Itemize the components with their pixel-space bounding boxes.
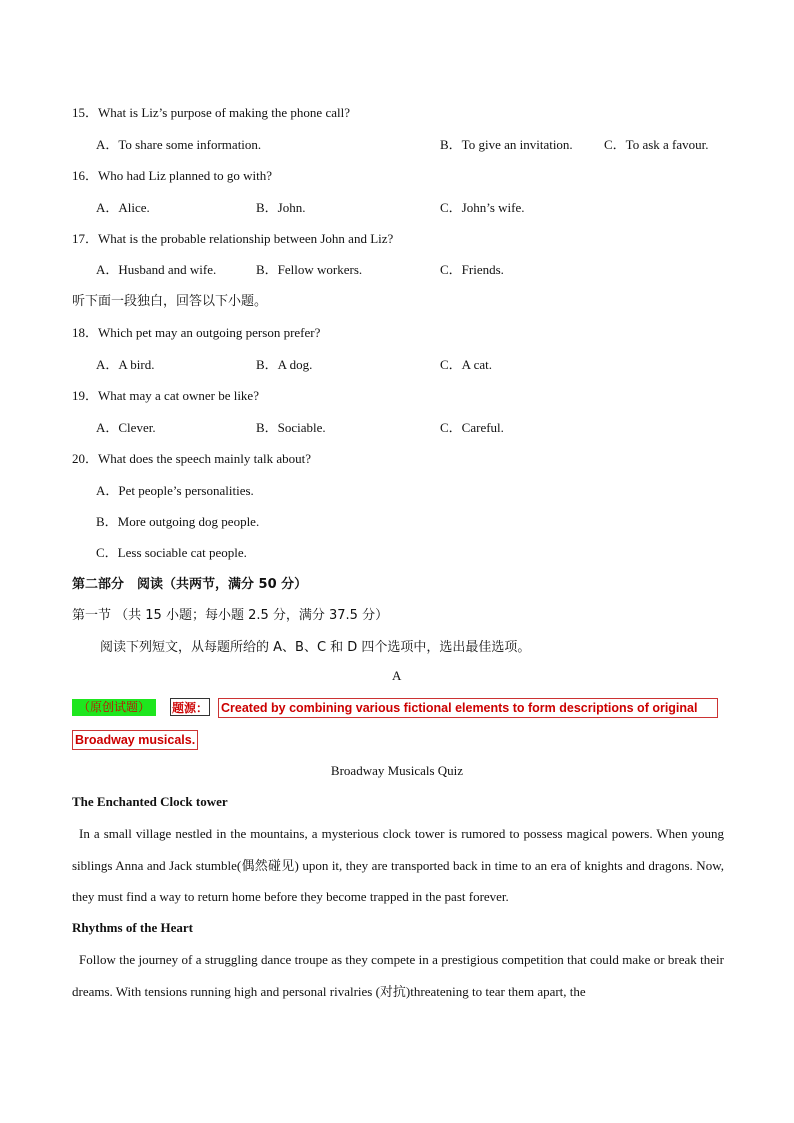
question-19: 19．What may a cat owner be like? [72, 388, 259, 403]
original-question-tag: （原创试题） [72, 699, 156, 716]
q16-option-a: A．Alice. [96, 200, 150, 215]
q18-option-c: C．A cat. [440, 357, 492, 372]
q16-option-b: B．John. [256, 200, 306, 215]
source-text-line1: Created by combining various fictional elements to form descriptions of original [218, 698, 718, 718]
q16-option-c: C．John’s wife. [440, 200, 525, 215]
q17-option-a: A．Husband and wife. [96, 262, 217, 277]
q19-option-a: A．Clever. [96, 420, 156, 435]
q17-option-b: B．Fellow workers. [256, 262, 363, 277]
q20-option-a: A．Pet people’s personalities. [96, 483, 254, 498]
question-18: 18．Which pet may an outgoing person prefer? [72, 325, 321, 340]
q20-option-b: B．More outgoing dog people. [96, 514, 260, 529]
question-15: 15．What is Liz’s purpose of making the phone call? [72, 105, 350, 120]
q19-option-b: B．Sociable. [256, 420, 326, 435]
question-16: 16．Who had Liz planned to go with? [72, 168, 273, 183]
monologue-instruction: 听下面一段独白，回答以下小题。 [72, 294, 268, 309]
musical-body-1: In a small village nestled in the mountains, a mysterious clock tower is rumored to possess magical powers. When young siblings Anna and Jack stumble(偶然碰见) upon it, they are transported back in time to an era of knights and dragons. Now, they must find a way to return home before they become trapped in the past forever. [72, 826, 724, 904]
reading-instruction: 阅读下列短文，从每题所给的 A、B、C 和 D 四个选项中，选出最佳选项。 [100, 640, 531, 655]
musical-body-2: Follow the journey of a struggling dance troupe as they compete in a prestigious competition that could make or break their dreams. With tensions running high and personal rivalries (对抗)threatening to tear them apart, the [72, 952, 724, 999]
part2-title: 第二部分 阅读（共两节，满分 50 分） [72, 577, 308, 592]
q15-option-a: A．To share some information. [96, 137, 262, 152]
source-label: 题源： [170, 698, 210, 716]
musical-title-2: Rhythms of the Heart [72, 920, 193, 935]
q20-option-c: C．Less sociable cat people. [96, 545, 247, 560]
passage-title: Broadway Musicals Quiz [330, 763, 464, 778]
source-text-line2: Broadway musicals. [72, 730, 198, 750]
q19-option-c: C．Careful. [440, 420, 504, 435]
q17-option-c: C．Friends. [440, 262, 504, 277]
section1-title: 第一节 （共 15 小题；每小题 2.5 分，满分 37.5 分） [72, 608, 389, 623]
musical-title-1: The Enchanted Clock tower [72, 794, 228, 809]
q18-option-a: A．A bird. [96, 357, 155, 372]
q18-option-b: B．A dog. [256, 357, 313, 372]
q15-option-b: B．To give an invitation. [440, 137, 573, 152]
question-17: 17．What is the probable relationship between John and Liz? [72, 231, 394, 246]
question-20: 20．What does the speech mainly talk about? [72, 451, 311, 466]
passage-letter: A [392, 668, 402, 683]
q15-option-c: C．To ask a favour. [604, 137, 709, 152]
